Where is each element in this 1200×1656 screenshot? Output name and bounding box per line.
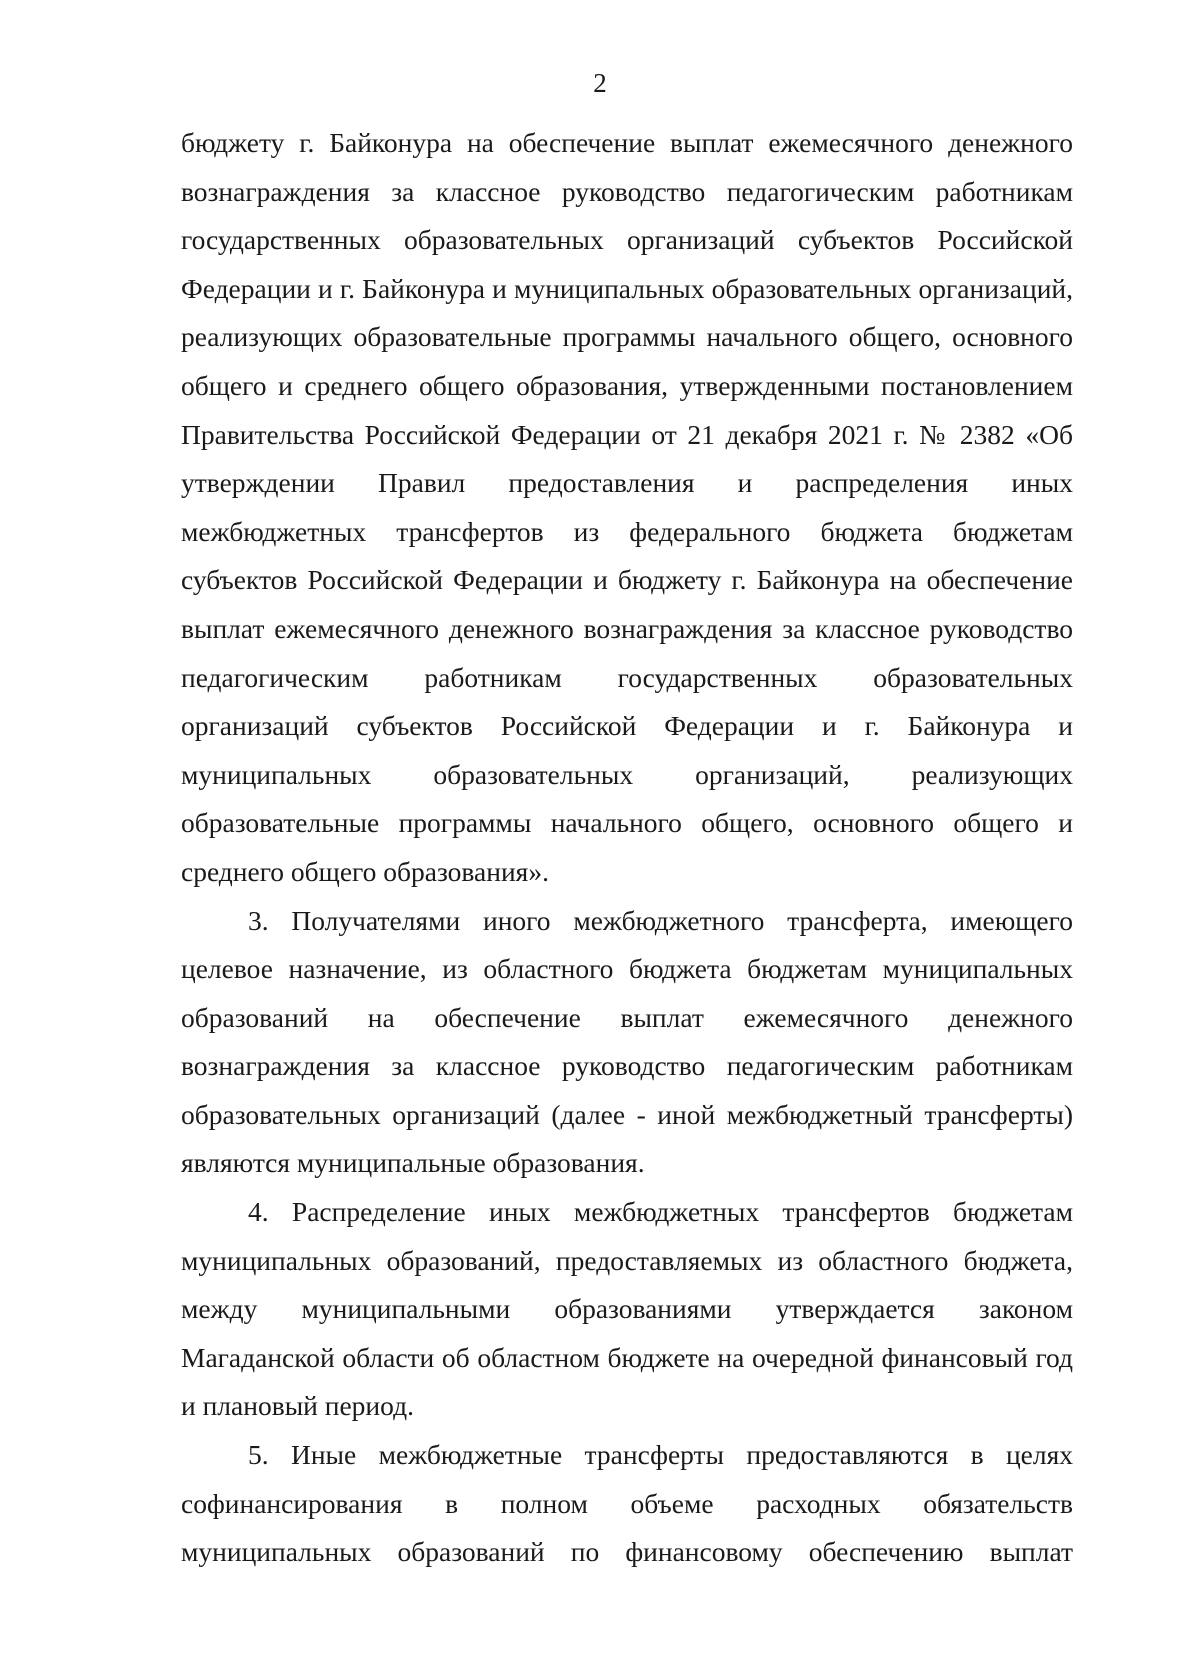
page-number: 2: [593, 68, 607, 98]
paragraph-item-5: 5. Иные межбюджетные трансферты предоставляются в целях софинансирования в полном объеме расходных обязательств муниципальных образований по финансовому обеспечению выплат: [181, 1439, 1073, 1568]
paragraph-item-3: 3. Получателями иного межбюджетного трансферта, имеющего целевое назначение, из областного бюджета бюджетам муниципальных образований на обеспечение выплат ежемесячного денежного вознаграждения за классное руководство педагогическим работникам образовательных организаций (далее - иной межбюджетный трансферты) являются муниципальные образования.: [181, 904, 1073, 1179]
document-body: [181, 119, 1073, 1577]
paragraph-continuation: бюджету г. Байконура на обеспечение выплат ежемесячного денежного вознаграждения за классное руководство педагогическим работникам государственных образовательных организаций субъектов Российской Федерации и г. Байконура и муниципальных образовательных организаций, реализующих образовательные программы начального общего, основного общего и среднего общего образования, утвержденными постановлением Правительства Российской Федерации от 21 декабря 2021 г. № 2382 «Об утверждении Правил предоставления и распределения иных межбюджетных трансфертов из федерального бюджета бюджетам субъектов Российской Федерации и бюджету г. Байконура на обеспечение выплат ежемесячного денежного вознаграждения за классное руководство педагогическим работникам государственных образовательных организаций субъектов Российской Федерации и г. Байконура и муниципальных образовательных организаций, реализующих образовательные программы начального общего, основного общего и среднего общего образования».: [181, 127, 1073, 887]
paragraph-item-4: 4. Распределение иных межбюджетных трансфертов бюджетам муниципальных образований, предоставляемых из областного бюджета, между муниципальными образованиями утверждается законом Магаданской области об областном бюджете на очередной финансовый год и плановый период.: [181, 1196, 1073, 1422]
